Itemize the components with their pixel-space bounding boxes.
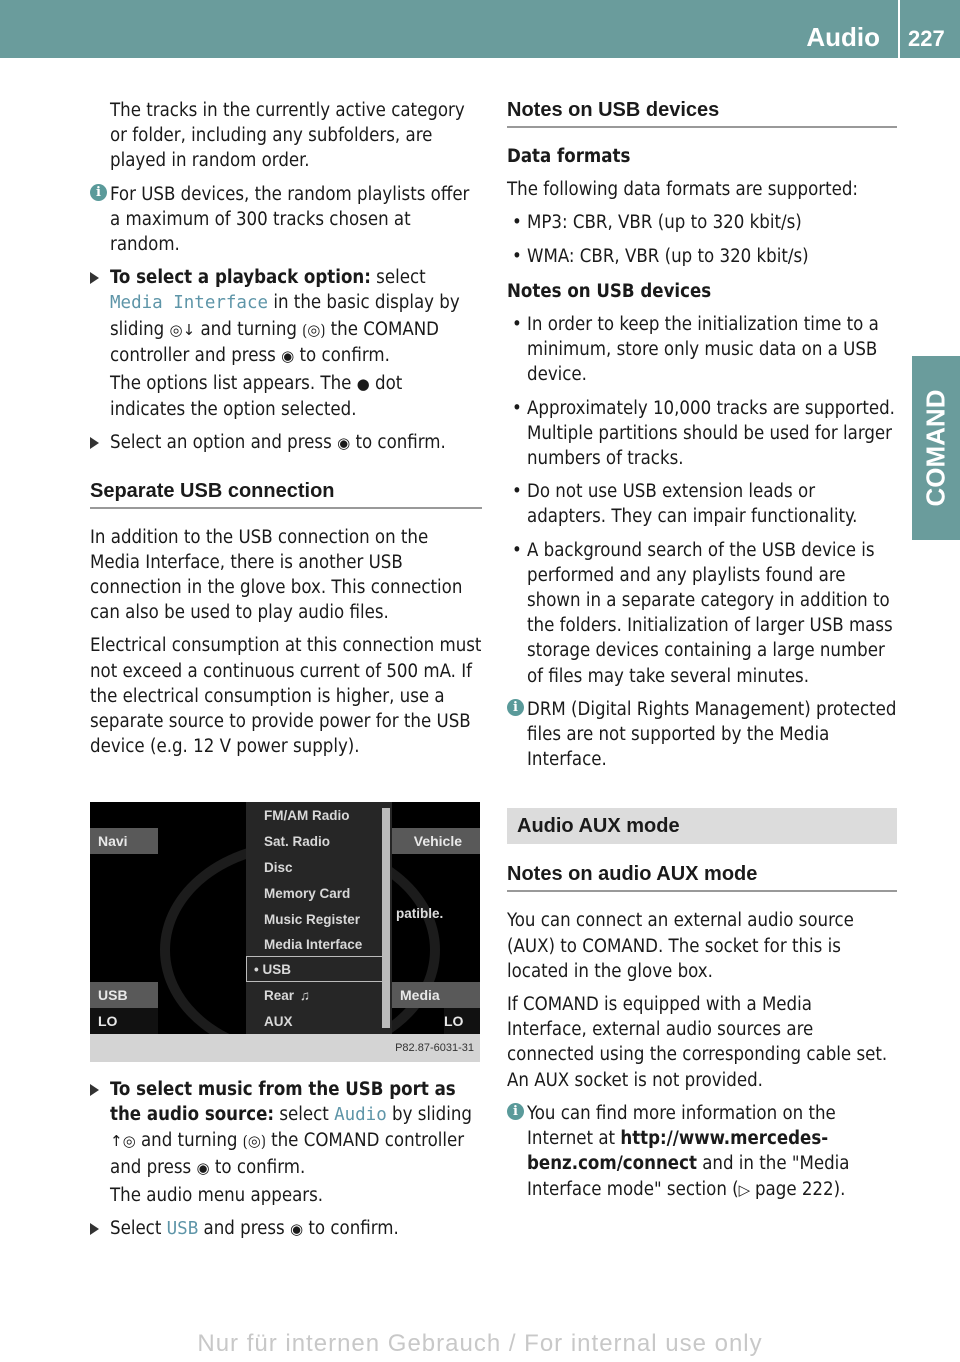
section-title: Audio (806, 22, 880, 52)
menu-item-selected: • USB (254, 962, 291, 977)
step-select-option (90, 430, 482, 456)
press-icon: ◉ (337, 434, 351, 453)
step-text: by sliding (386, 1104, 472, 1126)
step-text: in the basic display by sliding (110, 292, 460, 340)
turn-icon: ⟮◎⟯ (242, 1132, 266, 1151)
source-menu (246, 802, 392, 1034)
step-arrow-icon (90, 1084, 99, 1096)
image-reference: P82.87-6031-31 (395, 1042, 474, 1054)
left-column-lower (90, 1077, 482, 1250)
step-text: and turning (135, 1130, 243, 1152)
paragraph: The following data formats are supported: (507, 179, 859, 201)
info-note (90, 182, 482, 258)
menu-item-audio: Audio (334, 1105, 387, 1126)
left-column (90, 98, 482, 767)
dot-icon: ● (356, 375, 370, 394)
note-text: You can find more information on the Internet at (527, 1102, 836, 1150)
page-number: 227 (908, 26, 945, 51)
turn-icon: ⟮◎⟯ (302, 320, 326, 339)
screen-tab-navi: Navi (90, 828, 158, 854)
subheading-data-formats: Data formats (507, 146, 631, 167)
step-text: to confirm. (294, 344, 390, 366)
list-item: • MP3: CBR, VBR (up to 320 kbit/s) (507, 210, 897, 235)
menu-item: Disc (264, 860, 293, 875)
paragraph: You can connect an external audio source (AUX) to COMAND. The socket for this is located in the glove box. (507, 910, 854, 982)
step-text: and press (198, 1218, 291, 1240)
info-note (507, 697, 897, 773)
press-icon: ◉ (281, 346, 295, 365)
screen-tab-vehicle: Vehicle (413, 833, 463, 849)
heading-separate-usb: Separate USB connection (90, 479, 482, 509)
internal-use-watermark: Nur für internen Gebrauch / For internal use only (197, 1330, 763, 1357)
press-icon: ◉ (290, 1220, 304, 1239)
menu-scrollbar (382, 808, 390, 1028)
step-title: To select music from the USB port as the audio source: (110, 1079, 456, 1126)
info-icon: i (507, 699, 524, 716)
step-playback-option (90, 265, 482, 422)
step-text: select (274, 1104, 335, 1126)
menu-item: FM/AM Radio (264, 808, 350, 823)
menu-item-usb: USB (166, 1219, 199, 1240)
comand-screen-image (90, 802, 480, 1062)
step-text: to confirm. (209, 1156, 306, 1178)
info-icon: i (90, 184, 107, 201)
subheading-notes: Notes on USB devices (507, 280, 712, 302)
mercedes-link[interactable]: http://www.mercedes-benz.com/connect (527, 1128, 829, 1175)
list-item: • Do not use USB extension leads or adapters. They can impair functionality. (507, 479, 897, 529)
list-item: • A background search of the USB device is performed and any playlists found are shown in a separate category in addition to the folders. Initialization of larger USB mass storage devices containing a large number of files may take several minutes. (507, 538, 897, 689)
note-text: page 222). (754, 1178, 846, 1200)
press-icon: ◉ (196, 1158, 210, 1177)
paragraph: Electrical consumption at this connection must not exceed a continuous current of 500 mA. If the electrical consumption is higher, use a separate source to provide power for the USB device (e.g. 12 V power supply). (90, 635, 482, 758)
header-bar (0, 0, 960, 58)
menu-item: Media Interface (264, 937, 363, 952)
step-arrow-icon (90, 437, 99, 449)
list-item: • Approximately 10,000 tracks are supported. Multiple partitions should be used for larger numbers of tracks. (507, 396, 897, 472)
right-column (507, 98, 897, 1211)
header-divider (898, 0, 900, 58)
step-text: to confirm. (350, 432, 446, 454)
step-text: Select (110, 1218, 167, 1240)
intro-text: The tracks in the currently active category or folder, including any subfolders, are played in random order. (110, 100, 465, 172)
step-result: The options list appears. The (110, 373, 357, 395)
note-text: and in the "Media Interface mode" section ( (527, 1153, 850, 1200)
list-item: • WMA: CBR, VBR (up to 320 kbit/s) (507, 244, 897, 269)
side-tab-label: COMAND (920, 389, 951, 507)
slide-down-icon: ◎↓ (169, 320, 196, 339)
list-item: • In order to keep the initialization time to a minimum, store only music data on a USB device. (507, 312, 897, 388)
step-title: To select a playback option: (110, 267, 371, 289)
screen-lo-right: LO (444, 1008, 480, 1034)
menu-item: Sat. Radio (264, 834, 331, 849)
step-select-usb (90, 1216, 482, 1242)
info-note (507, 1101, 897, 1203)
step-text: and turning (195, 318, 303, 340)
step-text: the COMAND controller and press (110, 318, 439, 366)
menu-item: Music Register (264, 912, 361, 927)
slide-up-icon: ↑◎ (110, 1132, 136, 1151)
menu-item-media-interface: Media Interface (110, 293, 269, 314)
note-text: DRM (Digital Rights Management) protected files are not supported by the Media Interface. (527, 698, 897, 771)
screen-lo-left: LO (90, 1008, 158, 1034)
heading-notes-aux: Notes on audio AUX mode (507, 862, 897, 892)
step-select-music (90, 1077, 482, 1208)
menu-item: Rear ♫ (264, 988, 311, 1003)
info-icon: i (507, 1103, 524, 1120)
page-ref-icon: ▷ (738, 1180, 755, 1199)
step-result: dot indicates the option selected. (110, 373, 403, 421)
step-text: the COMAND controller and press (110, 1130, 465, 1178)
section-title-aux: Audio AUX mode (507, 808, 897, 844)
screen-tab-usb: USB (90, 982, 158, 1008)
paragraph: In addition to the USB connection on the Media Interface, there is another USB connection in the glove box. This connection can also be used to play audio files. (90, 526, 463, 624)
note-text: For USB devices, the random playlists offer a maximum of 300 tracks chosen at random. (110, 183, 470, 256)
menu-item: Memory Card (264, 886, 351, 901)
paragraph: If COMAND is equipped with a Media Interface, external audio sources are connected using the corresponding cable set. An AUX socket is not provided. (507, 994, 888, 1091)
step-result: The audio menu appears. (110, 1184, 324, 1206)
step-arrow-icon (90, 1223, 99, 1235)
step-text: select (370, 267, 426, 289)
screen-message: patible. (396, 906, 444, 921)
step-text: Select an option and press (110, 432, 338, 454)
step-arrow-icon (90, 272, 99, 284)
menu-item: AUX (264, 1014, 293, 1029)
screen-tab-media: Media (400, 987, 440, 1003)
heading-notes-usb: Notes on USB devices (507, 98, 897, 128)
step-text: to confirm. (303, 1218, 399, 1240)
